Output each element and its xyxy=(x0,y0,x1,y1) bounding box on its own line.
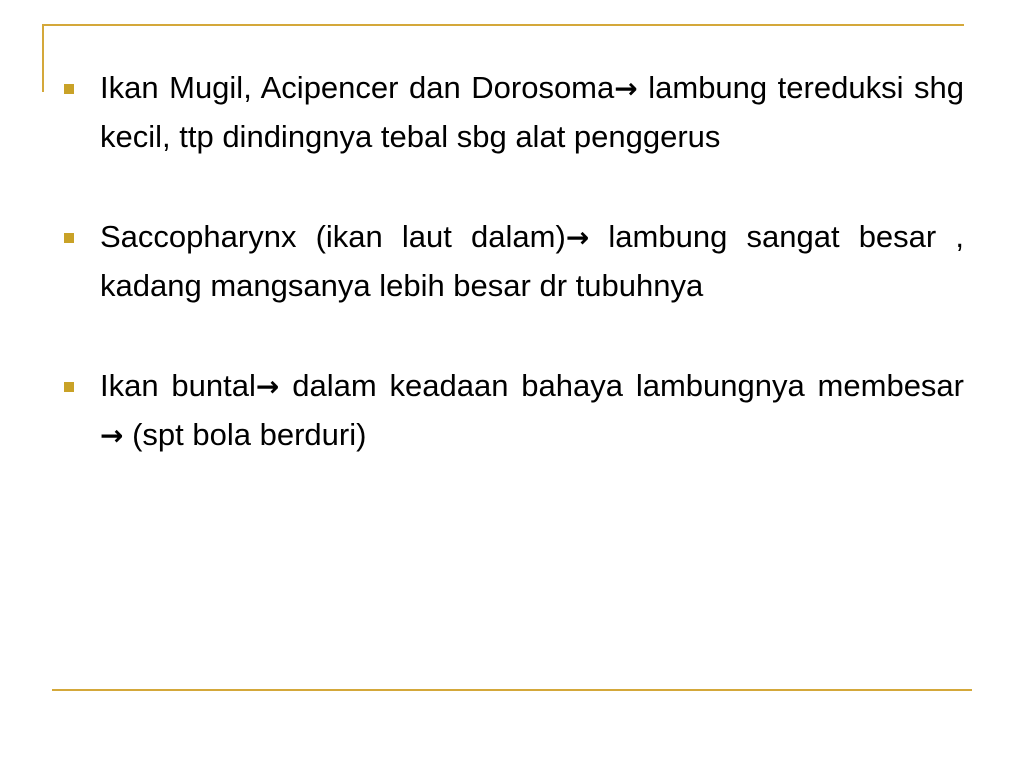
frame-bottom-line xyxy=(52,689,972,691)
bullet-text-end: (spt bola berduri) xyxy=(123,417,367,452)
square-bullet-icon xyxy=(64,233,74,243)
square-bullet-icon xyxy=(64,382,74,392)
bullet-text-start: Ikan buntal xyxy=(100,368,256,403)
right-arrow-icon: → xyxy=(565,221,590,254)
bullet-item-buntal xyxy=(62,362,964,460)
frame-top-line xyxy=(42,24,964,26)
bullet-text xyxy=(100,64,964,161)
bullet-text-middle: dalam keadaan bahaya lambungnya membesar xyxy=(279,368,964,403)
bullet-text xyxy=(100,213,964,310)
bullet-item-mugil xyxy=(62,64,964,161)
right-arrow-icon: → xyxy=(614,72,638,105)
right-arrow-icon: → xyxy=(255,370,280,403)
bullet-text-start: Ikan Mugil, Acipencer dan Dorosoma xyxy=(100,70,615,105)
bullet-item-saccopharynx xyxy=(62,213,964,310)
bullet-text-rest: lambung tereduksi shg kecil, ttp dindingnya tebal sbg alat penggerus xyxy=(100,70,964,154)
square-bullet-icon xyxy=(64,84,74,94)
bullet-text xyxy=(100,362,964,460)
frame-left-line xyxy=(42,24,44,92)
bullet-text-rest: lambung sangat besar , kadang mangsanya lebih besar dr tubuhnya xyxy=(100,219,964,303)
right-arrow-icon: → xyxy=(100,419,124,452)
bullet-list xyxy=(62,64,964,512)
bullet-text-start: Saccopharynx (ikan laut dalam) xyxy=(100,219,566,254)
